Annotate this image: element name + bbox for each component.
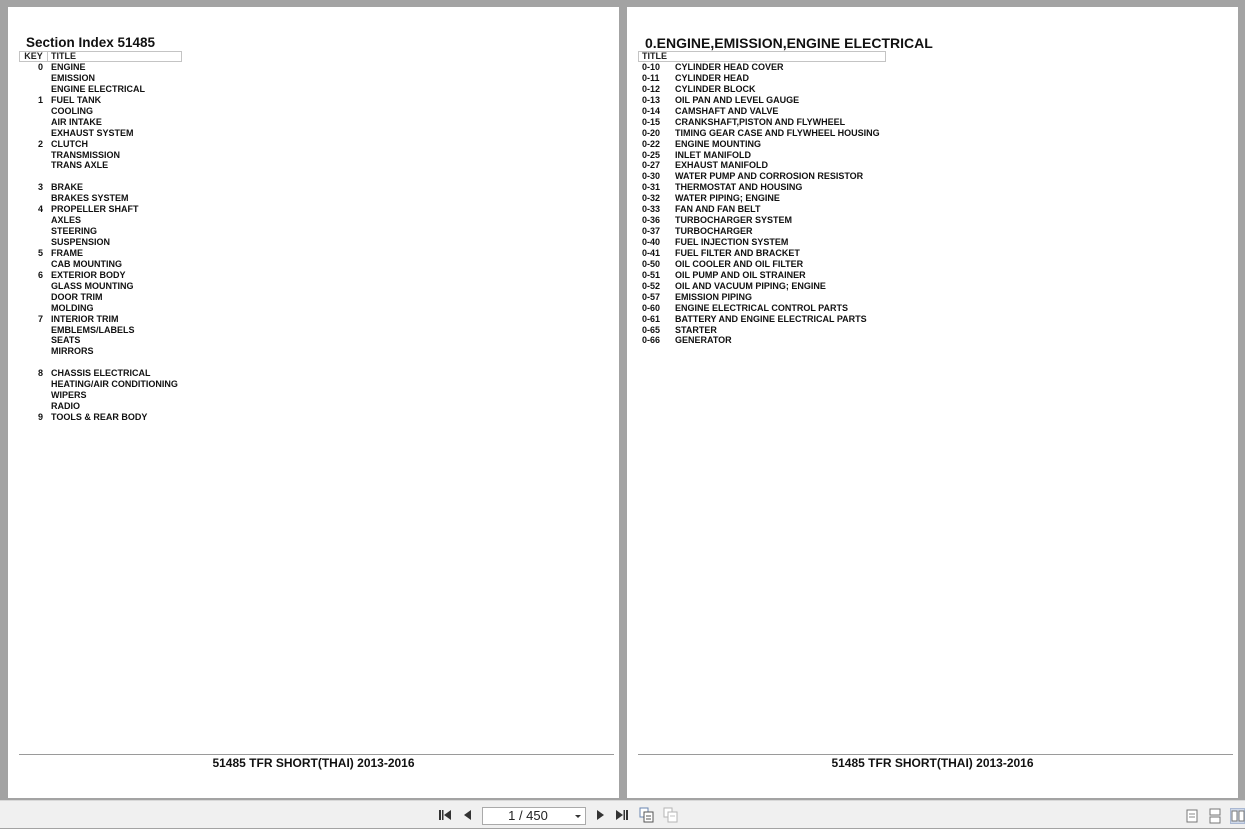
list-item[interactable] — [19, 182, 178, 193]
list-item[interactable] — [19, 139, 178, 150]
list-item[interactable] — [19, 346, 178, 357]
list-item[interactable] — [642, 160, 880, 171]
item-title[interactable]: COOLING — [51, 105, 93, 116]
list-item[interactable] — [642, 139, 880, 150]
item-title[interactable]: CAMSHAFT AND VALVE — [675, 105, 779, 116]
item-title[interactable]: TOOLS & REAR BODY — [51, 412, 148, 422]
item-title[interactable]: EMISSION PIPING — [675, 291, 753, 302]
item-title[interactable]: EXHAUST MANIFOLD — [675, 160, 768, 171]
list-item[interactable] — [19, 325, 178, 336]
item-key: 0-30 — [642, 171, 661, 182]
item-key: 0-13 — [642, 94, 661, 105]
list-item[interactable] — [642, 106, 880, 117]
item-title[interactable]: TRANSMISSION — [51, 149, 121, 160]
item-title[interactable]: SUSPENSION — [51, 237, 111, 247]
item-key: 0-31 — [642, 182, 661, 193]
item-title[interactable]: INTERIOR TRIM — [51, 313, 119, 324]
list-item[interactable] — [19, 390, 178, 401]
item-title[interactable]: OIL PUMP AND OIL STRAINER — [675, 269, 806, 280]
item-title[interactable]: ENGINE ELECTRICAL CONTROL PARTS — [675, 302, 849, 313]
item-title[interactable]: GLASS MOUNTING — [51, 280, 134, 291]
item-title[interactable]: CYLINDER HEAD COVER — [675, 62, 784, 72]
item-key — [19, 171, 43, 182]
item-title[interactable]: AXLES — [51, 215, 82, 226]
item-title[interactable]: WIPERS — [51, 390, 87, 401]
item-key: 0-15 — [642, 116, 661, 127]
item-title[interactable]: PROPELLER SHAFT — [51, 204, 139, 215]
continuous-view-button[interactable] — [1208, 808, 1222, 824]
list-item[interactable] — [19, 84, 178, 95]
item-title[interactable]: AIR INTAKE — [51, 116, 102, 127]
item-title[interactable]: CLUTCH — [51, 138, 88, 149]
item-title[interactable]: WATER PIPING; ENGINE — [675, 193, 780, 204]
list-item[interactable] — [19, 128, 178, 139]
item-title[interactable]: TURBOCHARGER SYSTEM — [675, 215, 793, 226]
item-key — [19, 117, 43, 128]
item-key — [19, 193, 43, 204]
item-title[interactable]: RADIO — [51, 401, 80, 412]
header-title: TITLE — [642, 51, 667, 61]
previous-page-button[interactable] — [461, 808, 475, 822]
item-key: 0-12 — [642, 83, 661, 94]
item-key — [19, 303, 43, 314]
subsection-list — [642, 62, 880, 346]
list-item[interactable] — [642, 270, 880, 281]
item-title[interactable]: OIL COOLER AND OIL FILTER — [675, 258, 804, 269]
single-page-icon — [1185, 808, 1199, 824]
item-key: 0-27 — [642, 160, 661, 171]
item-key — [19, 357, 43, 368]
item-key: 2 — [37, 138, 43, 149]
list-item[interactable] — [19, 281, 178, 292]
item-key — [19, 379, 43, 390]
item-key: 9 — [37, 412, 43, 422]
item-key: 7 — [37, 313, 43, 324]
item-key — [19, 215, 43, 226]
item-title[interactable]: THERMOSTAT AND HOUSING — [675, 182, 803, 193]
list-item[interactable] — [642, 171, 880, 182]
item-key: 0-20 — [642, 127, 661, 138]
list-item[interactable] — [642, 117, 880, 128]
item-key — [19, 160, 43, 171]
item-key — [19, 237, 43, 248]
item-title[interactable]: TRANS AXLE — [51, 160, 109, 171]
list-item — [19, 357, 178, 368]
item-key: 0-52 — [642, 280, 661, 291]
item-title[interactable]: EXTERIOR BODY — [51, 269, 126, 280]
item-key: 0-11 — [642, 72, 660, 83]
item-key — [19, 401, 43, 412]
page-title: Section Index 51485 — [26, 35, 156, 50]
item-key: 0-50 — [642, 258, 661, 269]
item-title[interactable]: CHASSIS ELECTRICAL — [51, 368, 151, 379]
list-item[interactable] — [642, 62, 880, 73]
item-title[interactable]: EMISSION — [51, 72, 96, 83]
last-page-button[interactable] — [615, 808, 629, 822]
item-key: 3 — [37, 182, 43, 193]
table-header — [19, 51, 182, 62]
page-title: 0.ENGINE,EMISSION,ENGINE ELECTRICAL — [645, 35, 933, 51]
list-item[interactable] — [19, 117, 178, 128]
list-item[interactable] — [642, 73, 880, 84]
list-item[interactable] — [19, 270, 178, 281]
header-title: TITLE — [51, 51, 76, 61]
item-title[interactable]: ENGINE — [51, 62, 86, 72]
item-key: 0 — [37, 62, 43, 72]
item-title[interactable]: ENGINE MOUNTING — [675, 138, 762, 149]
list-item[interactable] — [642, 335, 880, 346]
item-title[interactable]: CYLINDER BLOCK — [675, 83, 756, 94]
section-list — [19, 62, 178, 423]
item-key: 1 — [37, 94, 43, 105]
list-item[interactable] — [642, 237, 880, 248]
item-title — [43, 357, 51, 368]
copy-page-icon — [639, 807, 655, 823]
item-title[interactable]: FRAME — [51, 247, 83, 258]
list-item[interactable] — [19, 237, 178, 248]
item-key: 6 — [37, 269, 43, 280]
item-key — [19, 390, 43, 401]
last-page-icon — [615, 808, 629, 822]
item-title[interactable]: OIL PAN AND LEVEL GAUGE — [675, 94, 800, 105]
item-title[interactable]: BATTERY AND ENGINE ELECTRICAL PARTS — [675, 313, 867, 324]
item-title[interactable]: BRAKES SYSTEM — [51, 193, 129, 204]
list-item[interactable] — [642, 248, 880, 259]
item-key: 0-32 — [642, 193, 661, 204]
item-key: 0-65 — [642, 324, 661, 335]
item-title[interactable]: STEERING — [51, 226, 98, 237]
list-item[interactable] — [642, 303, 880, 314]
item-title — [43, 171, 51, 182]
next-page-button[interactable] — [593, 808, 607, 822]
item-key — [19, 73, 43, 84]
item-title[interactable]: DOOR TRIM — [51, 291, 103, 302]
list-item[interactable] — [19, 73, 178, 84]
item-key — [19, 259, 43, 270]
list-item[interactable] — [19, 62, 178, 73]
list-item[interactable] — [642, 325, 880, 336]
list-item[interactable] — [19, 150, 178, 161]
item-key: 5 — [37, 247, 43, 258]
item-key: 0-22 — [642, 138, 661, 149]
item-key: 0-36 — [642, 215, 661, 226]
item-key: 0-60 — [642, 302, 661, 313]
item-key — [19, 292, 43, 303]
next-page-icon — [593, 808, 607, 822]
list-item[interactable] — [19, 248, 178, 259]
item-title[interactable]: BRAKE — [51, 182, 84, 193]
list-item[interactable] — [642, 292, 880, 303]
header-key: KEY — [20, 52, 48, 61]
page-selector[interactable] — [482, 807, 586, 825]
item-title[interactable]: WATER PUMP AND CORROSION RESISTOR — [675, 171, 864, 182]
single-page-view-button[interactable] — [1185, 808, 1199, 824]
item-title[interactable]: FAN AND FAN BELT — [675, 204, 761, 215]
item-key — [19, 335, 43, 346]
item-key: 0-40 — [642, 237, 661, 247]
previous-page-icon — [461, 808, 475, 822]
item-title[interactable]: HEATING/AIR CONDITIONING — [51, 379, 178, 390]
list-item[interactable] — [19, 368, 178, 379]
item-title[interactable]: FUEL INJECTION SYSTEM — [675, 237, 789, 247]
item-title[interactable]: TURBOCHARGER — [675, 226, 753, 237]
item-key — [19, 106, 43, 117]
item-key: 0-37 — [642, 226, 661, 237]
item-key: 0-41 — [642, 247, 661, 258]
item-title[interactable]: CAB MOUNTING — [51, 258, 122, 269]
item-title[interactable]: STARTER — [675, 324, 717, 335]
item-key: 0-25 — [642, 149, 661, 160]
list-item[interactable] — [642, 193, 880, 204]
chevron-down-icon — [575, 815, 581, 818]
list-item[interactable] — [19, 193, 178, 204]
item-key: 0-61 — [642, 313, 661, 324]
item-key — [19, 281, 43, 292]
item-key: 0-57 — [642, 291, 661, 302]
page-left — [8, 7, 619, 798]
item-title[interactable]: EXHAUST SYSTEM — [51, 127, 134, 138]
item-key: 0-10 — [642, 62, 661, 72]
list-item[interactable] — [19, 401, 178, 412]
list-item[interactable] — [19, 412, 178, 423]
list-item[interactable] — [19, 160, 178, 171]
paste-page-icon — [663, 807, 679, 823]
page-footer: 51485 TFR SHORT(THAI) 2013-2016 — [831, 756, 1034, 770]
list-item[interactable] — [19, 259, 178, 270]
item-title[interactable]: SEATS — [51, 335, 81, 346]
list-item[interactable] — [642, 128, 880, 139]
two-page-view-button[interactable] — [1230, 808, 1245, 824]
list-item — [19, 171, 178, 182]
item-key: 0-66 — [642, 335, 661, 346]
list-item[interactable] — [19, 314, 178, 325]
list-item[interactable] — [642, 281, 880, 292]
copy-page-button[interactable] — [639, 807, 655, 823]
list-item[interactable] — [642, 95, 880, 106]
item-key — [19, 226, 43, 237]
list-item[interactable] — [642, 314, 880, 325]
list-item[interactable] — [19, 215, 178, 226]
item-title[interactable]: TIMING GEAR CASE AND FLYWHEEL HOUSING — [675, 127, 880, 138]
list-item[interactable] — [642, 182, 880, 193]
item-key — [19, 150, 43, 161]
list-item[interactable] — [642, 259, 880, 270]
list-item[interactable] — [19, 335, 178, 346]
item-title[interactable]: OIL AND VACUUM PIPING; ENGINE — [675, 280, 826, 291]
footer-divider — [638, 754, 1233, 755]
page-right — [627, 7, 1238, 798]
list-item[interactable] — [19, 226, 178, 237]
item-title[interactable]: ENGINE ELECTRICAL — [51, 83, 146, 94]
list-item[interactable] — [642, 204, 880, 215]
table-header — [638, 51, 886, 62]
item-title[interactable]: FUEL FILTER AND BRACKET — [675, 247, 800, 258]
list-item[interactable] — [642, 150, 880, 161]
item-title[interactable]: EMBLEMS/LABELS — [51, 324, 135, 335]
item-title[interactable]: CRANKSHAFT,PISTON AND FLYWHEEL — [675, 116, 846, 127]
list-item[interactable] — [19, 379, 178, 390]
list-item[interactable] — [19, 95, 178, 106]
page-footer: 51485 TFR SHORT(THAI) 2013-2016 — [212, 756, 415, 770]
item-key: 0-51 — [642, 269, 661, 280]
continuous-page-icon — [1208, 808, 1222, 824]
item-key: 8 — [37, 368, 43, 379]
item-title[interactable]: CYLINDER HEAD — [675, 72, 750, 83]
list-item[interactable] — [19, 292, 178, 303]
item-title[interactable]: MOLDING — [51, 302, 94, 313]
item-key: 0-14 — [642, 105, 661, 116]
item-key — [19, 128, 43, 139]
item-key: 0-33 — [642, 204, 661, 215]
first-page-button[interactable] — [438, 808, 452, 822]
item-key — [19, 84, 43, 95]
item-title[interactable]: FUEL TANK — [51, 94, 102, 105]
list-item[interactable] — [19, 106, 178, 117]
list-item[interactable] — [19, 303, 178, 314]
item-key: 4 — [37, 204, 43, 215]
item-title[interactable]: MIRRORS — [51, 346, 94, 357]
item-title[interactable]: INLET MANIFOLD — [675, 149, 751, 160]
list-item[interactable] — [19, 204, 178, 215]
first-page-icon — [438, 808, 452, 822]
footer-divider — [19, 754, 614, 755]
two-page-icon — [1231, 809, 1245, 823]
item-key — [19, 325, 43, 336]
page-indicator: 1 / 450 — [508, 808, 548, 823]
list-item[interactable] — [642, 84, 880, 95]
list-item[interactable] — [642, 226, 880, 237]
paste-page-button[interactable] — [663, 807, 679, 823]
item-title[interactable]: GENERATOR — [675, 335, 732, 346]
list-item[interactable] — [642, 215, 880, 226]
item-key — [19, 346, 43, 357]
navigation-toolbar — [0, 800, 1245, 828]
